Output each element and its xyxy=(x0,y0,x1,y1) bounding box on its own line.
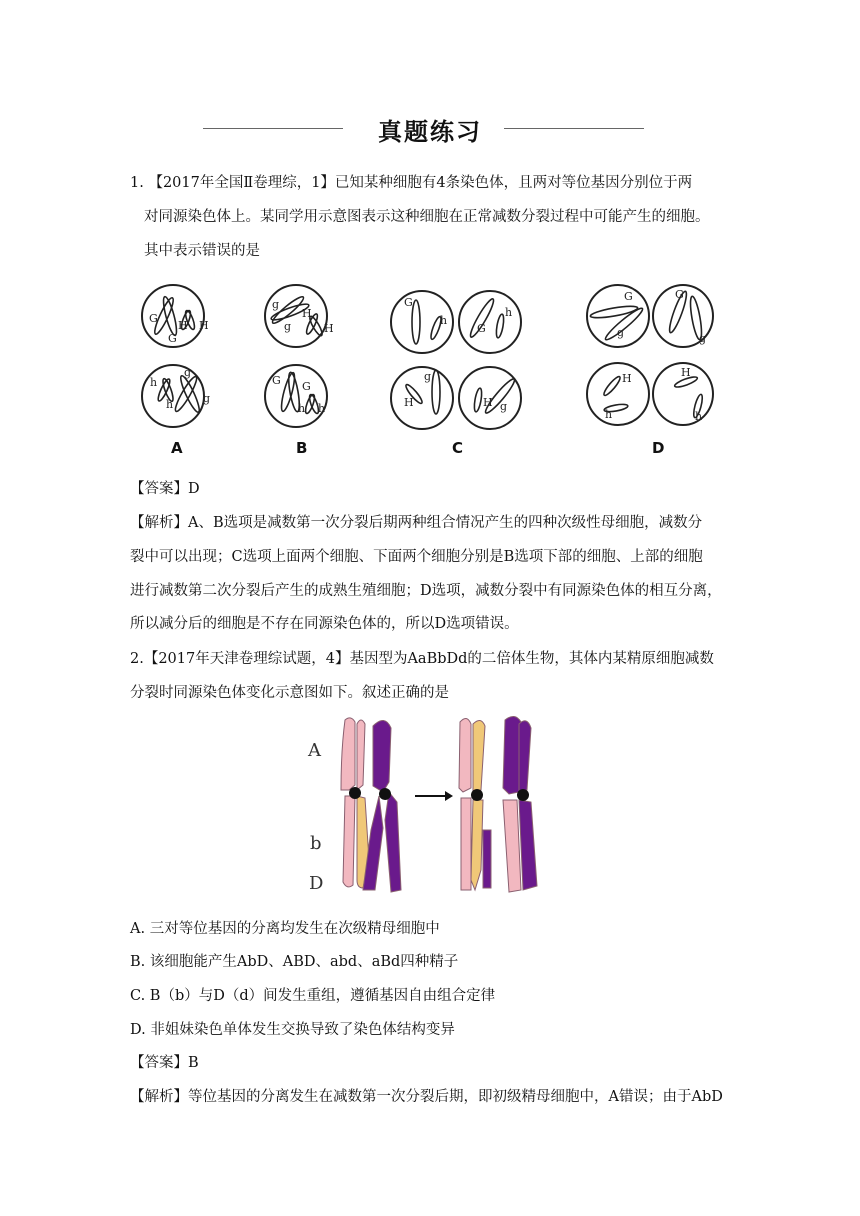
q1-analysis-line2: 裂中可以出现；C选项上面两个细胞、下面两个细胞分别是B选项下部的细胞、上部的细胞 xyxy=(130,549,703,565)
svg-text:H: H xyxy=(681,366,691,379)
svg-text:G: G xyxy=(675,288,684,301)
svg-text:G: G xyxy=(272,374,281,387)
svg-text:H: H xyxy=(483,396,493,409)
svg-text:h: h xyxy=(695,410,703,423)
svg-text:G: G xyxy=(477,322,486,335)
svg-text:h: h xyxy=(440,314,448,327)
q1-line2: 对同源染色体上。某同学用示意图表示这种细胞在正常减数分裂过程中可能产生的细胞。 xyxy=(144,209,710,225)
q2-answer: 【答案】B xyxy=(130,1055,199,1071)
svg-text:G: G xyxy=(624,290,633,303)
svg-text:h: h xyxy=(318,402,326,415)
q2-choice-c: C. B（b）与D（d）间发生重组，遵循基因自由组合定律 xyxy=(130,988,496,1004)
svg-text:G: G xyxy=(168,332,177,345)
svg-text:H: H xyxy=(302,307,312,320)
q1-analysis-line1: 【解析】A、B选项是减数第一次分裂后期两种组合情况产生的四种次级性母细胞，减数分 xyxy=(130,515,703,531)
q1-analysis-line4: 所以减分后的细胞是不存在同源染色体的，所以D选项错误。 xyxy=(130,616,519,632)
title-rule-right xyxy=(504,128,644,129)
q1-analysis-line3: 进行减数第二次分裂后产生的成熟生殖细胞；D选项，减数分裂中有同源染色体的相互分离， xyxy=(130,583,722,599)
svg-text:G: G xyxy=(404,296,413,309)
q1-answer: 【答案】D xyxy=(130,481,200,497)
svg-text:g: g xyxy=(284,320,292,333)
svg-text:G: G xyxy=(302,380,311,393)
q2-figure xyxy=(305,710,555,900)
svg-text:H: H xyxy=(199,319,209,332)
svg-text:g: g xyxy=(203,392,211,405)
svg-text:g: g xyxy=(699,332,707,345)
svg-text:g: g xyxy=(500,400,508,413)
q2-line2: 分裂时同源染色体变化示意图如下。叙述正确的是 xyxy=(130,685,449,701)
gene-label-a: A xyxy=(308,740,321,761)
q2-line1: 2.【2017年天津卷理综试题，4】基因型为AaBbDd的二倍体生物，其体内某精原细胞减数 xyxy=(130,651,714,667)
svg-text:G: G xyxy=(149,312,158,325)
svg-text:g: g xyxy=(617,326,625,339)
chromosome-exchange-diagram xyxy=(305,710,555,900)
q1-line3: 其中表示错误的是 xyxy=(144,243,260,259)
svg-text:H: H xyxy=(404,396,414,409)
svg-text:H: H xyxy=(178,319,188,332)
svg-text:h: h xyxy=(150,376,158,389)
q2-choice-a: A. 三对等位基因的分离均发生在次级精母细胞中 xyxy=(130,921,440,937)
option-label-c: C xyxy=(452,439,464,457)
option-label-a: A xyxy=(171,439,183,457)
svg-text:h: h xyxy=(605,408,613,421)
q2-analysis: 【解析】等位基因的分离发生在减数第一次分裂后期，即初级精母细胞中，A错误；由于AbD xyxy=(130,1089,723,1105)
q2-choice-b: B. 该细胞能产生AbD、ABD、abd、aBd四种精子 xyxy=(130,954,459,970)
q1-figure xyxy=(138,282,707,462)
page-title: 真题练习 xyxy=(378,118,482,146)
svg-text:g: g xyxy=(424,370,432,383)
svg-text:g: g xyxy=(184,366,192,379)
option-label-b: B xyxy=(296,439,308,457)
gene-label-d: D xyxy=(309,873,324,894)
chromosome-drawings xyxy=(138,282,718,462)
svg-text:H: H xyxy=(324,322,334,335)
svg-text:h: h xyxy=(505,306,513,319)
svg-text:h: h xyxy=(298,402,306,415)
q2-choice-d: D. 非姐妹染色单体发生交换导致了染色体结构变异 xyxy=(130,1022,455,1038)
q1-line1: 1. 【2017年全国Ⅱ卷理综，1】已知某种细胞有4条染色体，且两对等位基因分别位于两 xyxy=(130,175,693,191)
gene-label-b: b xyxy=(310,833,322,854)
option-label-d: D xyxy=(652,439,665,457)
svg-text:g: g xyxy=(272,298,280,311)
svg-text:h: h xyxy=(166,398,174,411)
svg-text:H: H xyxy=(622,372,632,385)
